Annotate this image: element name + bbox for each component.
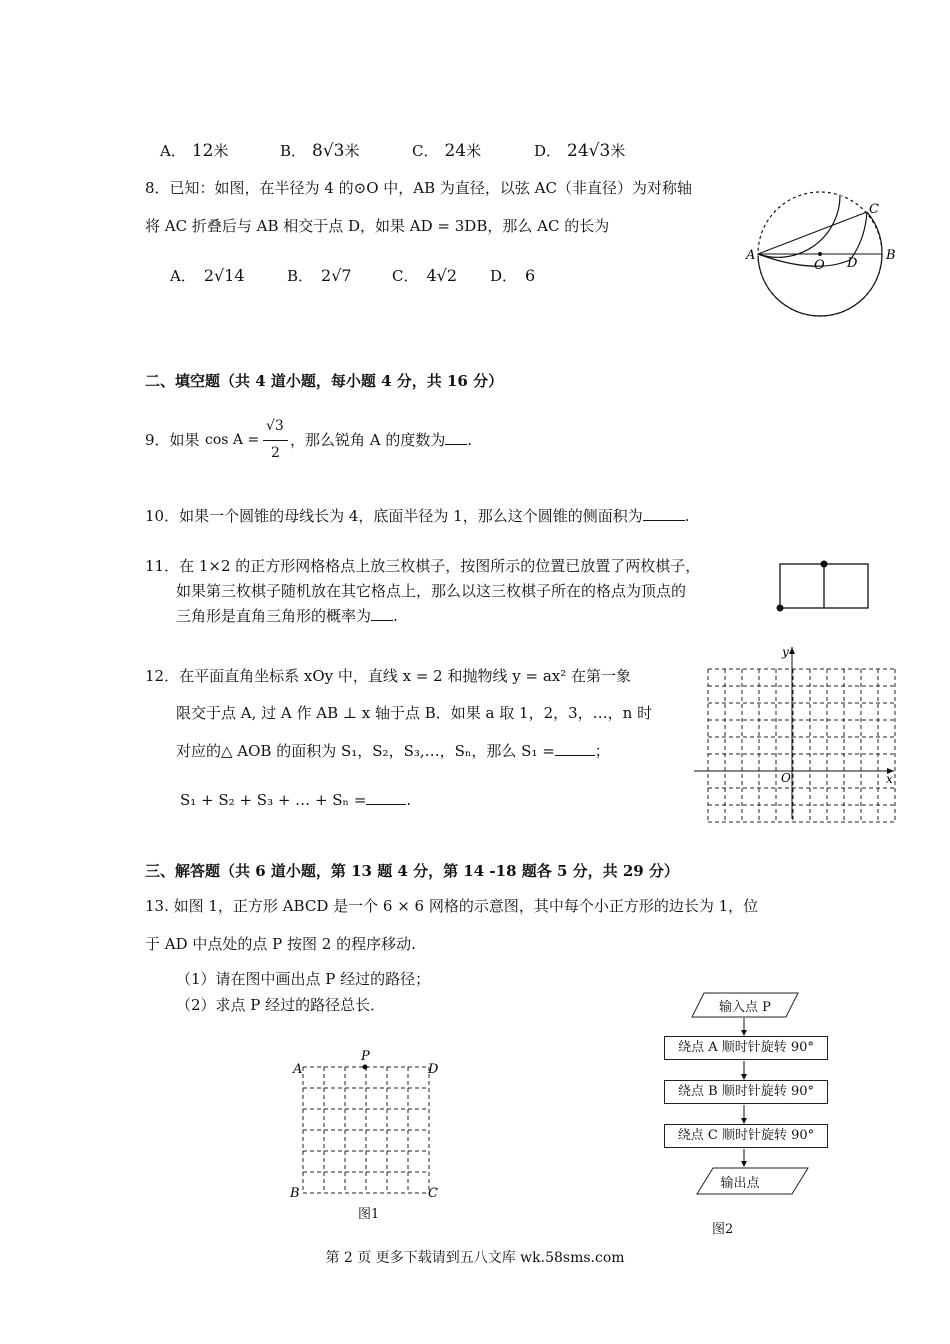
q12-answer-blank-1[interactable] <box>555 741 595 756</box>
q12-line1: 12．在平面直角坐标系 xOy 中，直线 x = 2 和抛物线 y = ax² 在第一象 <box>145 667 632 685</box>
flow-arrow-3-head <box>741 1118 747 1124</box>
q9-prefix: 9．如果 <box>145 431 200 449</box>
q8-circle-figure <box>740 185 905 325</box>
q13-figure1-grid <box>285 1045 445 1205</box>
q9-answer-blank[interactable] <box>445 430 467 445</box>
flow-step-output: 输出点 <box>720 1176 760 1191</box>
q11-answer-blank[interactable] <box>371 606 393 621</box>
q12-line2: 限交于点 A, 过 A 作 AB ⊥ x 轴于点 B．如果 a 取 1，2，3，…，n 时 <box>176 704 653 722</box>
q12-line4: S₁ + S₂ + S₃ + … + Sₙ = . <box>180 791 412 809</box>
center-point <box>818 252 822 256</box>
fig2-caption: 图2 <box>712 1222 734 1237</box>
q12-coordinate-figure <box>690 643 900 823</box>
q8-line1: 8．已知：如图，在半径为 4 的⊙O 中，AB 为直径，以弦 AC（非直径）为对称轴 <box>145 179 692 197</box>
fig1-caption: 图1 <box>358 1207 380 1222</box>
fig1-dashed-grid <box>303 1067 429 1193</box>
q9-numerator: √3 <box>266 418 284 434</box>
q12-line3: 对应的△ AOB 的面积为 S₁，S₂，S₃,…，Sₙ，那么 S₁ = ； <box>176 742 610 760</box>
q9-fraction-bar <box>263 440 288 441</box>
arc-ac-lower <box>758 195 840 257</box>
label-d: D <box>847 256 858 271</box>
x-axis-label: x <box>886 772 893 786</box>
q7-option-d: D． 24√3米 <box>534 141 626 161</box>
q11-grid-figure <box>770 556 875 616</box>
flow-arrows <box>738 1018 750 1168</box>
fig1-label-p: P <box>361 1049 370 1064</box>
label-a: A <box>746 248 756 263</box>
fig1-label-c: C <box>428 1186 438 1201</box>
fig1-label-d: D <box>428 1062 439 1077</box>
label-c: C <box>869 202 879 217</box>
flow-arrow-1-head <box>741 1030 747 1036</box>
q8-option-b: B． 2√7 <box>287 266 352 285</box>
q8-option-a: A． 2√14 <box>170 266 245 285</box>
q10-text: 10．如果一个圆锥的母线长为 4，底面半径为 1，那么这个圆锥的侧面积为 . <box>145 507 690 525</box>
q13-sub2: （2）求点 P 经过的路径总长． <box>176 996 386 1014</box>
arc-bc <box>867 212 882 254</box>
flow-step-input: 输入点 P <box>719 1000 771 1015</box>
q8-option-c: C． 4√2 <box>392 266 458 285</box>
flow-arrow-2-head <box>741 1074 747 1080</box>
label-o: O <box>814 258 825 273</box>
q13-line2: 于 AD 中点处的点 P 按图 2 的程序移动. <box>145 935 416 953</box>
section2-title: 二、填空题（共 4 道小题，每小题 4 分，共 16 分） <box>145 372 504 390</box>
q10-answer-blank[interactable] <box>643 506 685 521</box>
fig1-label-b: B <box>290 1186 300 1201</box>
y-axis-label: y <box>782 645 789 659</box>
q8-line2: 将 AC 折叠后与 AB 相交于点 D，如果 AD = 3DB，那么 AC 的长为 <box>145 217 610 235</box>
q11-line3: 三角形是直角三角形的概率为 . <box>176 607 398 625</box>
flow-step-rotate-a: 绕点 A 顺时针旋转 90° <box>664 1036 828 1060</box>
q12-answer-blank-2[interactable] <box>366 790 406 805</box>
q12-dashed-grid <box>708 669 895 822</box>
circle-mask <box>758 195 840 257</box>
q9-formula-left: cos A = <box>205 432 260 448</box>
q7-option-c: C． 24米 <box>412 141 482 161</box>
flow-arrow-4-head <box>741 1161 747 1167</box>
q13-line1: 13. 如图 1，正方形 ABCD 是一个 6 × 6 网格的示意图，其中每个小正方形的边长为 1，位 <box>145 897 759 915</box>
q11-line2: 如果第三枚棋子随机放在其它格点上，那么以这三枚棋子所在的格点为顶点的 <box>176 582 687 600</box>
q8-option-d: D． 6 <box>490 266 536 285</box>
q7-option-b: B． 8√3米 <box>280 141 360 161</box>
section3-title: 三、解答题（共 6 道小题，第 13 题 4 分，第 14 -18 题各 5 分，共 29 分） <box>145 862 679 880</box>
chess-piece-bottom-left <box>777 605 784 612</box>
page-footer: 第 2 页 更多下载请到五八文库 wk.58sms.com <box>325 1250 625 1266</box>
q11-line1: 11．在 1×2 的正方形网格格点上放三枚棋子，按图所示的位置已放置了两枚棋子， <box>145 557 701 575</box>
fig1-label-a: A <box>293 1062 303 1077</box>
label-b: B <box>886 248 896 263</box>
q9-denominator: 2 <box>271 445 280 461</box>
flow-step-rotate-b: 绕点 B 顺时针旋转 90° <box>664 1080 828 1104</box>
y-axis-arrow <box>789 647 795 654</box>
q9-suffix: ，那么锐角 A 的度数为 . <box>290 431 473 449</box>
q13-sub1: （1）请在图中画出点 P 经过的路径； <box>176 970 431 988</box>
q7-option-a: A． 12米 <box>160 141 229 161</box>
point-p <box>363 1065 368 1070</box>
origin-label: O <box>781 771 791 785</box>
flow-step-rotate-c: 绕点 C 顺时针旋转 90° <box>664 1124 828 1148</box>
chess-piece-top <box>821 561 828 568</box>
